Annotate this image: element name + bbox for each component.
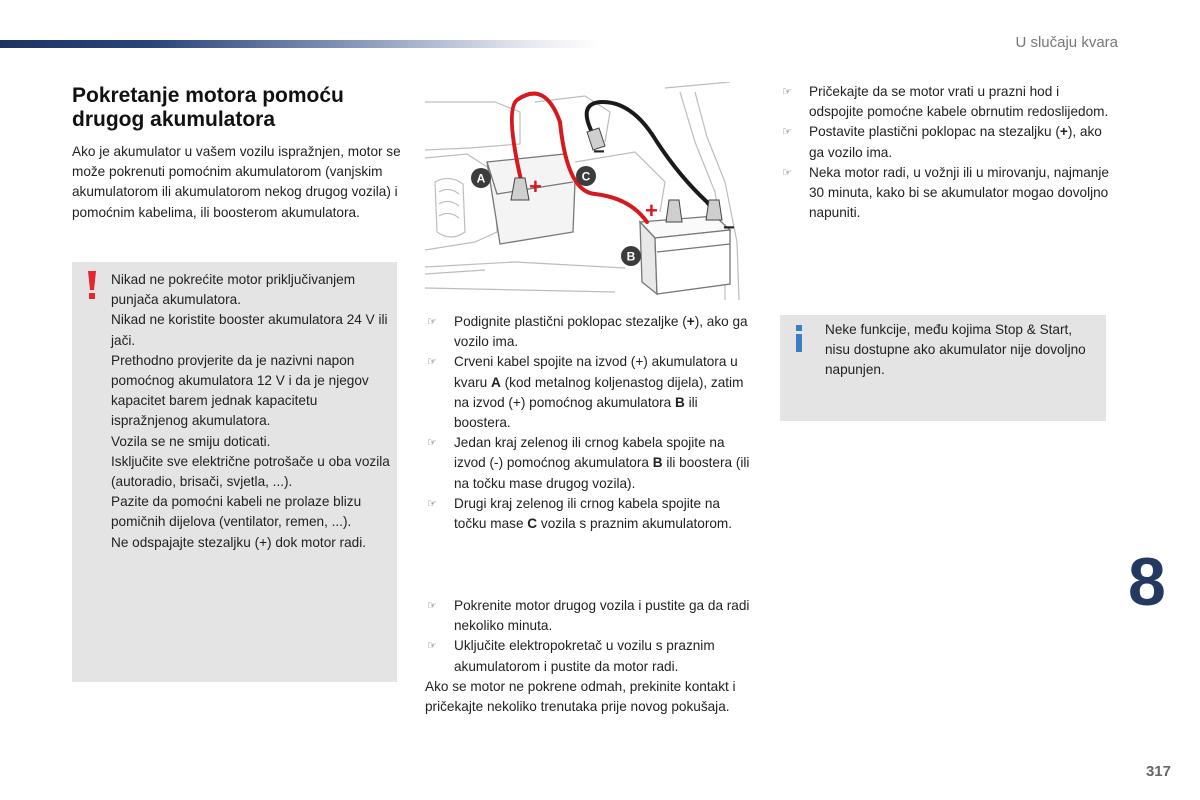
- steps-disconnect: [780, 82, 1110, 223]
- list-item: ☞ Pričekajte da se motor vrati u prazni hod i odspojite pomoćne kabele obrnutim redoslijedom.: [782, 84, 1109, 120]
- jump-start-diagram: [425, 82, 745, 304]
- list-item: ☞ Podignite plastični poklopac stezaljke (+), ako ga vozilo ima.: [427, 314, 748, 350]
- list-item: ☞ Uključite elektropokretač u vozilu s praznim akumulatorom i pustite da motor radi.: [427, 638, 715, 674]
- exclamation-icon: [84, 270, 100, 300]
- minus-sign-b: −: [723, 217, 735, 239]
- list-item: ☞ Drugi kraj zelenog ili crnog kabela spojite na točku mase C vozila s praznim akumulatorom.: [427, 495, 733, 532]
- warning-line: Isključite sve električne potrošače u oba vozila (autoradio, brisači, svjetla, ...).: [111, 453, 390, 490]
- clamp-b-minus: [706, 200, 722, 220]
- info-text: Neke funkcije, među kojima Stop & Start, nisu dostupne ako akumulator nije dovoljno napunjen.: [825, 322, 1086, 378]
- chapter-number: 8: [1128, 544, 1166, 620]
- list-item: ☞ Neka motor radi, u vožnji ili u mirovanju, najmanje 30 minuta, kako bi se akumulator mogao dovoljno napuniti.: [782, 164, 1109, 221]
- clamp-b-plus: [666, 200, 682, 222]
- hand-pointer-icon: ☞: [427, 316, 437, 328]
- plus-sign-b: +: [645, 198, 658, 223]
- list-item: ☞ Postavite plastični poklopac na stezaljku (+), ako ga vozilo ima.: [782, 124, 1102, 160]
- warning-text: [111, 270, 396, 553]
- svg-text:A: A: [476, 171, 486, 186]
- label-a: [471, 168, 491, 188]
- closing-paragraph: Ako se motor ne pokrene odmah, prekinite kontakt i pričekajte nekoliko trenutaka prije novog pokušaja.: [425, 679, 736, 715]
- hand-pointer-icon: ☞: [427, 356, 437, 369]
- warning-box: [72, 262, 397, 682]
- steps-start: [425, 596, 760, 677]
- battery-a: [487, 154, 575, 244]
- list-item: ☞ Jedan kraj zelenog ili crnog kabela spojite na izvod (-) pomoćnog akumulatora B ili boostera (ili na točku mase drugog vozila).: [427, 435, 750, 491]
- warning-line: Vozila se ne smiju doticati.: [111, 433, 271, 449]
- list-item: ☞ Crveni kabel spojite na izvod (+) akumulatora u kvaru A (kod metalnog koljenastog dijela), zatim na izvod (+) pomoćnog akumulatora B ili boostera.: [427, 354, 744, 431]
- hand-pointer-icon: ☞: [427, 437, 437, 450]
- hand-pointer-icon: ☞: [427, 497, 437, 510]
- warning-line: Nikad ne pokrećite motor priključivanjem punjača akumulatora.: [111, 272, 356, 308]
- warning-line: Pazite da pomoćni kabeli ne prolaze blizu pomičnih dijelova (ventilator, remen, ...).: [111, 494, 362, 530]
- section-title: U slučaju kvara: [1015, 34, 1118, 51]
- svg-text:C: C: [581, 169, 591, 184]
- hand-pointer-icon: ☞: [782, 126, 792, 139]
- steps-connect: [425, 312, 755, 534]
- page-title: Pokretanje motora pomoću drugog akumulatora: [72, 84, 344, 131]
- hand-pointer-icon: ☞: [427, 600, 437, 612]
- hand-pointer-icon: ☞: [427, 640, 437, 653]
- warning-line: Ne odspajajte stezaljku (+) dok motor radi.: [111, 534, 367, 550]
- plus-sign-a: +: [529, 174, 542, 199]
- header-accent-bar: [0, 40, 600, 48]
- list-item: ☞ Pokrenite motor drugog vozila i pustite ga da radi nekoliko minuta.: [427, 598, 750, 634]
- minus-sign-c: −: [593, 141, 605, 163]
- intro-paragraph: Ako je akumulator u vašem vozilu ispražnjen, motor se može pokrenuti pomoćnim akumulatorom (vanjskim akumulatorom ili akumulatorom nekog drugog vozila) i pomoćnim kabelima, ili boosterom akumulatora.: [72, 144, 401, 220]
- label-c: [576, 166, 596, 186]
- battery-b: [640, 216, 730, 294]
- warning-line: Nikad ne koristite booster akumulatora 24 V ili jači.: [111, 312, 388, 348]
- hand-pointer-icon: ☞: [782, 166, 792, 179]
- info-box: [780, 315, 1106, 421]
- warning-line: Prethodno provjerite da je nazivni napon pomoćnog akumulatora 12 V i da je njegov kapacitet barem jednak kapacitetu ispražnjenog akumulatora.: [111, 352, 369, 429]
- hand-pointer-icon: ☞: [782, 86, 792, 98]
- info-icon: [791, 323, 807, 353]
- label-b: [621, 246, 641, 266]
- svg-text:B: B: [626, 249, 636, 264]
- page-number: 317: [1145, 763, 1171, 780]
